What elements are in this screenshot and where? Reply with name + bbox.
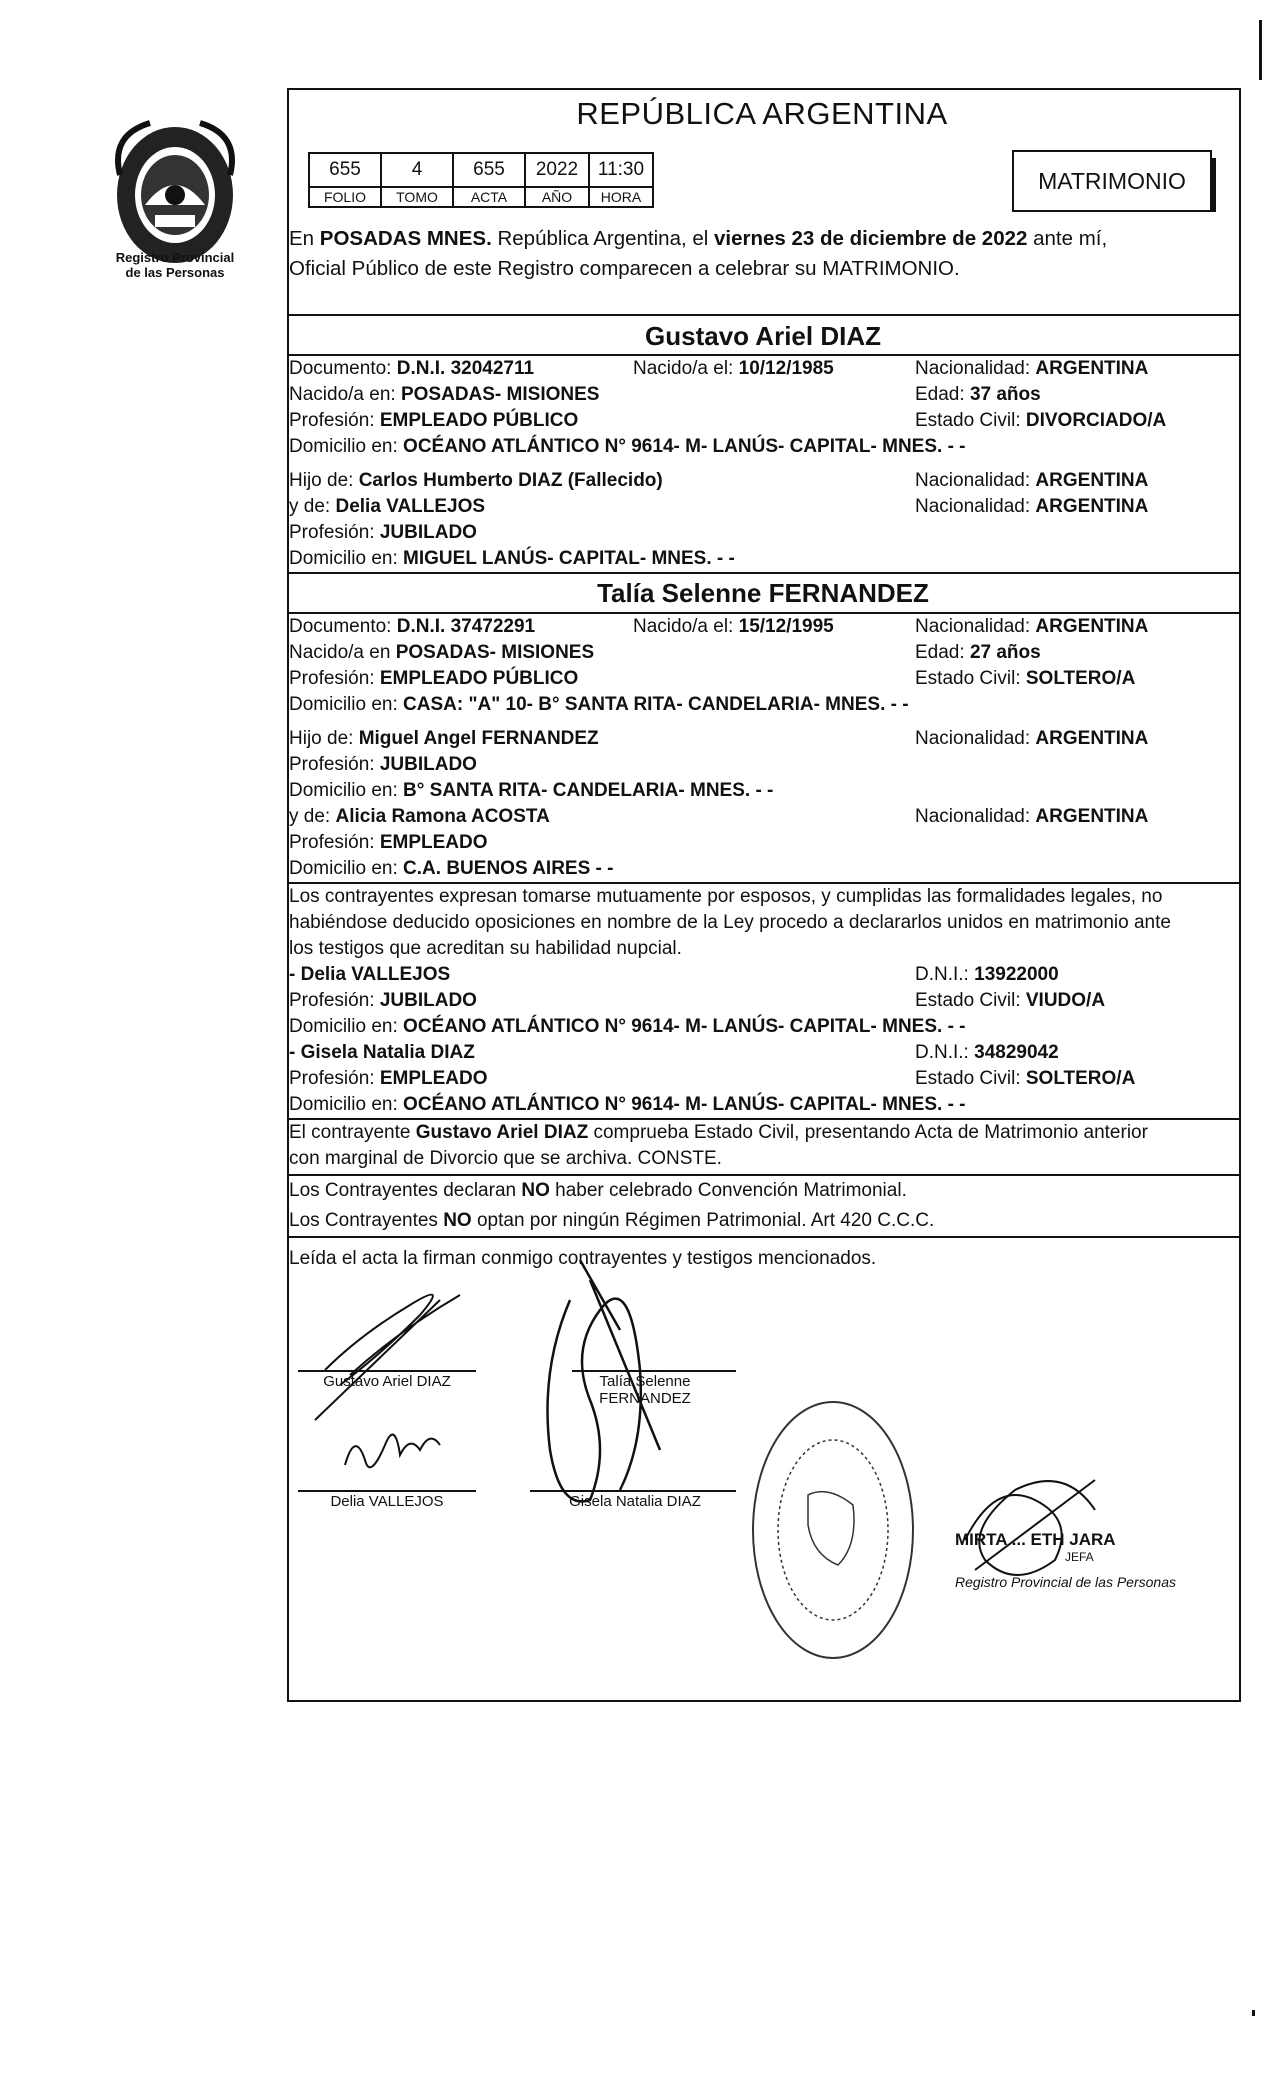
spouse1-mother-nationality: Nacionalidad: ARGENTINA <box>915 496 1149 517</box>
spouse2-nationality: Nacionalidad: ARGENTINA <box>915 616 1149 637</box>
spouse2-signature-label: Talía Selenne FERNANDEZ <box>599 1373 691 1407</box>
time-value: 11:30 <box>589 153 653 187</box>
province-coat-of-arms-logo <box>105 115 245 310</box>
intro-paragraph: En POSADAS MNES. República Argentina, el viernes 23 de diciembre de 2022 ante mí, Oficial Público de este Registro comparecen a celebrar su MATRIMONIO. <box>289 227 1108 280</box>
witness2-dni: D.N.I.: 34829042 <box>915 1042 1059 1063</box>
witness1-signature <box>330 1410 450 1490</box>
spouse2-mother-nationality: Nacionalidad: ARGENTINA <box>915 806 1149 827</box>
signature-line <box>298 1490 476 1492</box>
divider <box>287 314 1239 316</box>
spouse1-signature <box>300 1275 490 1425</box>
witness2-profession: Profesión: EMPLEADO <box>289 1068 488 1089</box>
spouse1-nationality: Nacionalidad: ARGENTINA <box>915 358 1149 379</box>
spouse2-name: Talía Selenne FERNANDEZ <box>597 578 929 608</box>
spouse1-parents-profession: Profesión: JUBILADO <box>289 522 477 543</box>
witness1-civil-status: Estado Civil: VIUDO/A <box>915 990 1106 1011</box>
tomo-label: TOMO <box>381 187 453 207</box>
signature-line <box>298 1370 476 1372</box>
spouse1-birthplace: Nacido/a en: POSADAS- MISIONES <box>289 384 600 405</box>
spouse1-parents-address: Domicilio en: MIGUEL LANÚS- CAPITAL- MNES. - - <box>289 548 735 569</box>
spouse2-father: Hijo de: Miguel Angel FERNANDEZ <box>289 728 599 749</box>
spouse2-address: Domicilio en: CASA: "A" 10- B° SANTA RITA- CANDELARIA- MNES. - - <box>289 694 909 715</box>
witness1-name: - Delia VALLEJOS <box>289 964 451 985</box>
spouse2-mother-address: Domicilio en: C.A. BUENOS AIRES - - <box>289 858 614 879</box>
spouse2-mother: y de: Alicia Ramona ACOSTA <box>289 806 550 827</box>
spouse2-mother-profession: Profesión: EMPLEADO <box>289 832 488 853</box>
witness1-profession: Profesión: JUBILADO <box>289 990 477 1011</box>
registry-data-table <box>308 152 654 208</box>
signature-line <box>530 1490 736 1492</box>
registry-logo-caption: Registro Provincial de las Personas <box>115 250 235 280</box>
witness1-address: Domicilio en: OCÉANO ATLÁNTICO N° 9614- M- LANÚS- CAPITAL- MNES. - - <box>289 1016 966 1037</box>
spouse1-mother: y de: Delia VALLEJOS <box>289 496 486 517</box>
year-value: 2022 <box>525 153 589 187</box>
spouse2-father-address: Domicilio en: B° SANTA RITA- CANDELARIA- MNES. - - <box>289 780 774 801</box>
spouse2-birthplace: Nacido/a en POSADAS- MISIONES <box>289 642 595 663</box>
tomo-value: 4 <box>381 153 453 187</box>
spouse2-father-profession: Profesión: JUBILADO <box>289 754 477 775</box>
time-label: HORA <box>589 187 653 207</box>
spouse1-address: Domicilio en: OCÉANO ATLÁNTICO N° 9614- M- LANÚS- CAPITAL- MNES. - - <box>289 436 966 457</box>
closing-statement: Leída el acta la firman conmigo contrayentes y testigos mencionados. <box>289 1248 877 1269</box>
declaration-paragraph: Los contrayentes expresan tomarse mutuamente por esposos, y cumplidas las formalidades legales, no habiéndose deducido oposiciones en nombre de la Ley procedo a declararlos unidos en matrimonio ante los testigos que acreditan su habilidad nupcial. <box>289 886 1171 959</box>
spouse1-birthdate: Nacido/a el: 10/12/1985 <box>633 358 834 379</box>
witness2-signature-label: Gisela Natalia DIAZ <box>569 1493 701 1510</box>
year-label: AÑO <box>525 187 589 207</box>
spouse2-profession: Profesión: EMPLEADO PÚBLICO <box>289 668 579 689</box>
divider <box>287 572 1239 574</box>
acta-label: ACTA <box>453 187 525 207</box>
edge-mark <box>1259 20 1262 80</box>
folio-label: FOLIO <box>309 187 381 207</box>
spouse1-name: Gustavo Ariel DIAZ <box>645 321 881 351</box>
spouse2-document: Documento: D.N.I. 37472291 <box>289 616 536 637</box>
spouse1-signature-label: Gustavo Ariel DIAZ <box>323 1373 451 1390</box>
country-title: REPÚBLICA ARGENTINA <box>576 96 948 131</box>
spouse1-father-nationality: Nacionalidad: ARGENTINA <box>915 470 1149 491</box>
spouse1-document: Documento: D.N.I. 32042711 <box>289 358 535 379</box>
spouse1-age: Edad: 37 años <box>915 384 1041 405</box>
divider <box>287 1236 1239 1238</box>
witness2-civil-status: Estado Civil: SOLTERO/A <box>915 1068 1136 1089</box>
spouse1-profession: Profesión: EMPLEADO PÚBLICO <box>289 410 579 431</box>
act-type-box: MATRIMONIO <box>1012 150 1212 212</box>
officer-stamp: MIRTA ... ETH JARA JEFA Registro Provincial de las Personas <box>955 1530 1176 1590</box>
page-mark <box>1252 2010 1255 2016</box>
folio-value: 655 <box>309 153 381 187</box>
spouse1-civil-status: Estado Civil: DIVORCIADO/A <box>915 410 1167 431</box>
witness2-address: Domicilio en: OCÉANO ATLÁNTICO N° 9614- M- LANÚS- CAPITAL- MNES. - - <box>289 1094 966 1115</box>
matrimonial-regime: Los Contrayentes declaran NO haber celebrado Convención Matrimonial. Los Contrayentes NO optan por ningún Régimen Patrimonial. Art 420 C.C.C. <box>289 1180 935 1231</box>
spouse2-father-nationality: Nacionalidad: ARGENTINA <box>915 728 1149 749</box>
signature-line <box>572 1370 736 1372</box>
spouse2-civil-status: Estado Civil: SOLTERO/A <box>915 668 1136 689</box>
witness2-name: - Gisela Natalia DIAZ <box>289 1042 475 1063</box>
civil-status-note: El contrayente Gustavo Ariel DIAZ comprueba Estado Civil, presentando Acta de Matrimonio anterior con marginal de Divorcio que se archiva. CONSTE. <box>289 1122 1148 1169</box>
spouse2-birthdate: Nacido/a el: 15/12/1995 <box>633 616 834 637</box>
spouse1-father: Hijo de: Carlos Humberto DIAZ (Fallecido) <box>289 470 663 491</box>
spouse2-age: Edad: 27 años <box>915 642 1041 663</box>
acta-value: 655 <box>453 153 525 187</box>
witness1-dni: D.N.I.: 13922000 <box>915 964 1059 985</box>
witness1-signature-label: Delia VALLEJOS <box>330 1493 444 1510</box>
registry-official-seal <box>748 1395 918 1665</box>
